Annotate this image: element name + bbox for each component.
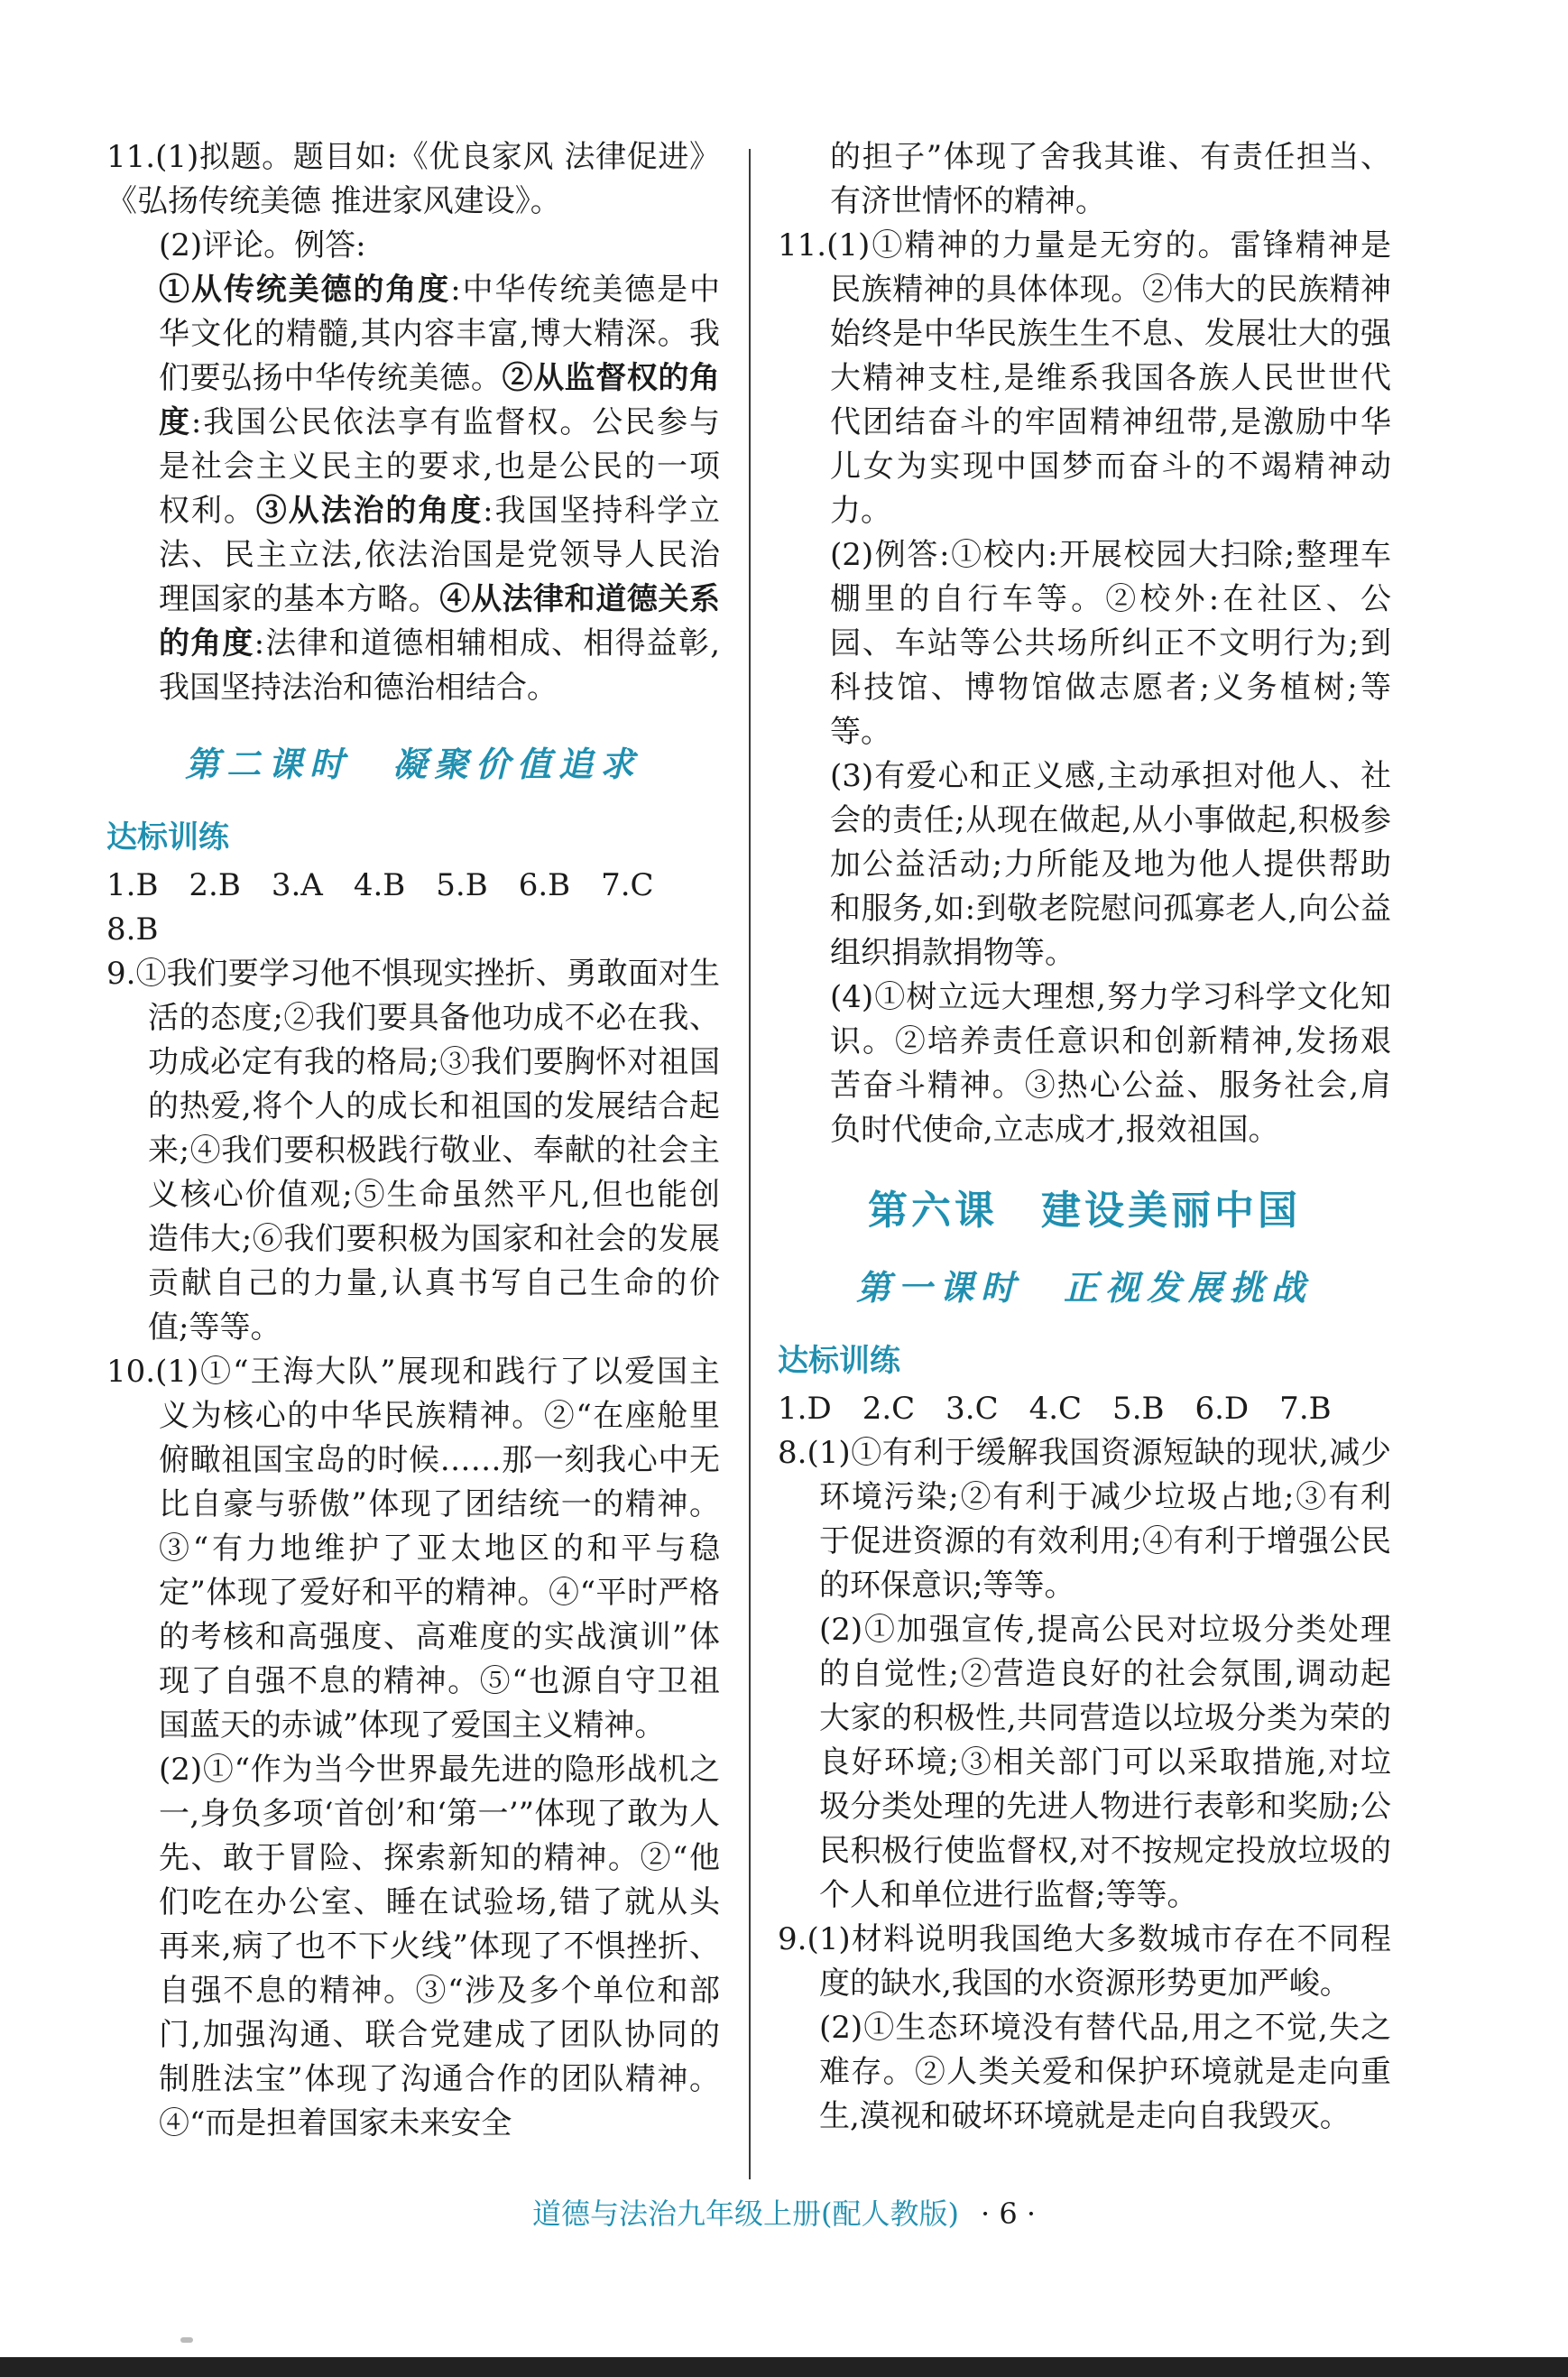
mc-answers: 1.B 2.B 3.A 4.B 5.B 6.B 7.C	[106, 867, 654, 903]
page-number: · 6 ·	[980, 2197, 1037, 2231]
q11-2a-text: :中华传统美德是中华文化的精髓,其内容丰富,博大精深。我们要弘扬中华传统美德。	[159, 272, 720, 396]
right-column	[778, 135, 1391, 2139]
chapter-title: 第六课 建设美丽中国	[868, 1188, 1301, 1234]
q11-part2-right: (2)例答:①校内:开展校园大扫除;整理车棚里的自行车等。②校外:在社区、公园、车站等公共场所纠正不文明行为;到科技馆、博物馆做志愿者;义务植树;等等。	[830, 537, 1391, 750]
q11-2d-heading: ④从法律和道德关系的角度	[159, 581, 721, 661]
q11-2b-heading: ②从监督权的角度	[159, 360, 721, 440]
q10-part2: (2)①“作为当今世界最先进的隐形战机之一,身负多项‘首创’和‘第一’”体现了敢为人先、敢于冒险、探索新知的精神。②“他们吃在办公室、睡在试验场,错了就从头再来,病了也不下火线”体现了不惧挫折、自强不息的精神。③“涉及多个单位和部门,加强沟通、联合党建成了团队协同的制胜法宝”体现了沟通合作的团队精神。④“而是担着国家未来安全	[159, 1752, 720, 2141]
mc-answers-right: 1.D 2.C 3.C 4.C 5.B 6.D 7.B	[778, 1391, 1332, 1427]
q11-2d-text: :法律和道德相辅相成、相得益彰,我国坚持法治和德治相结合。	[159, 625, 720, 706]
scan-smudge	[180, 2337, 193, 2343]
scan-edge	[0, 2357, 1568, 2377]
q8-part2: (2)①加强宣传,提高公民对垃圾分类处理的自觉性;②营造良好的社会氛围,调动起大家的积极性,共同营造以垃圾分类为荣的良好环境;③相关部门可以采取措施,对垃圾分类处理的先进人物进行表彰和奖励;公民积极行使监督权,对不按规定投放垃圾的个人和单位进行监督;等等。	[819, 1612, 1391, 1913]
q11-part1-right: 11.(1)①精神的力量是无穷的。雷锋精神是民族精神的具体体现。②伟大的民族精神始终是中华民族生生不息、发展壮大的强大精神支柱,是维系我国各族人民世世代代团结奋斗的牢固精神纽带,是激励中华儿女为实现中国梦而奋斗的不竭精神动力。	[778, 227, 1391, 529]
q11-part2-intro: (2)评论。例答:	[159, 227, 366, 264]
q11-2a-heading: ①从传统美德的角度	[159, 272, 451, 308]
column-divider	[749, 149, 751, 2179]
q8-part1: 8.(1)①有利于缓解我国资源短缺的现状,减少环境污染;②有利于减少垃圾占地;③有利于促进资源的有效利用;④有利于增强公民的环保意识;等等。	[778, 1435, 1391, 1604]
q10-continued: 的担子”体现了舍我其谁、有责任担当、有济世情怀的精神。	[830, 139, 1391, 219]
q9-part1: 9.(1)材料说明我国绝大多数城市存在不同程度的缺水,我国的水资源形势更加严峻。	[778, 1921, 1391, 2002]
left-column	[106, 135, 720, 2146]
q10-part1: 10.(1)①“王海大队”展现和践行了以爱国主义为核心的中华民族精神。②“在座舱里俯瞰祖国宝岛的时候……那一刻我心中无比自豪与骄傲”体现了团结统一的精神。③“有力地维护了亚太地区的和平与稳定”体现了爱好和平的精神。④“平时严格的考核和高强度、高难度的实战演训”体现了自强不息的精神。⑤“也源自守卫祖国蓝天的赤诚”体现了爱国主义精神。	[106, 1354, 720, 1743]
book-title: 道德与法治九年级上册(配人教版)	[531, 2197, 959, 2231]
lesson-title-1: 第一课时 正视发展挑战	[855, 1268, 1313, 1308]
q11-2b-text: :我国公民依法享有监督权。公民参与是社会主义民主的要求,也是公民的一项权利。	[159, 404, 720, 529]
q11-part4-right: (4)①树立远大理想,努力学习科学文化知识。②培养责任意识和创新精神,发扬艰苦奋斗精神。③热心公益、服务社会,肩负时代使命,立志成才,报效祖国。	[830, 979, 1391, 1148]
q11-2c-heading: ③从法治的角度	[255, 493, 484, 529]
q9-answer: 9.①我们要学习他不惧现实挫折、勇敢面对生活的态度;②我们要具备他功成不必在我、功成必定有我的格局;③我们要胸怀对祖国的热爱,将个人的成长和祖国的发展结合起来;④我们要积极践行敬业、奉献的社会主义核心价值观;⑤生命虽然平凡,但也能创造伟大;⑥我们要积极为国家和社会的发展贡献自己的力量,认真书写自己生命的价值;等等。	[106, 956, 720, 1346]
mc-answers-cont: 8.B	[106, 911, 159, 948]
q11-2c-text: :我国坚持科学立法、民主立法,依法治国是党领导人民治理国家的基本方略。	[159, 493, 721, 617]
q11-part2-answer	[106, 268, 720, 710]
lesson-title-2: 第二课时 凝聚价值追求	[184, 745, 641, 784]
q11-part3-right: (3)有爱心和正义感,主动承担对他人、社会的责任;从现在做起,从小事做起,积极参加公益活动;力所能及地为他人提供帮助和服务,如:到敬老院慰问孤寡老人,向公益组织捐款捐物等。	[830, 758, 1391, 971]
page-footer	[0, 2191, 1568, 2233]
section-heading: 达标训练	[106, 819, 229, 856]
q9-part2: (2)①生态环境没有替代品,用之不觉,失之难存。②人类关爱和保护环境就是走向重生,漠视和破坏环境就是走向自我毁灭。	[819, 2010, 1391, 2134]
section-heading-right: 达标训练	[778, 1343, 900, 1379]
q11-part1: 11.(1)拟题。题目如:《优良家风 法律促进》《弘扬传统美德 推进家风建设》。	[106, 139, 720, 219]
